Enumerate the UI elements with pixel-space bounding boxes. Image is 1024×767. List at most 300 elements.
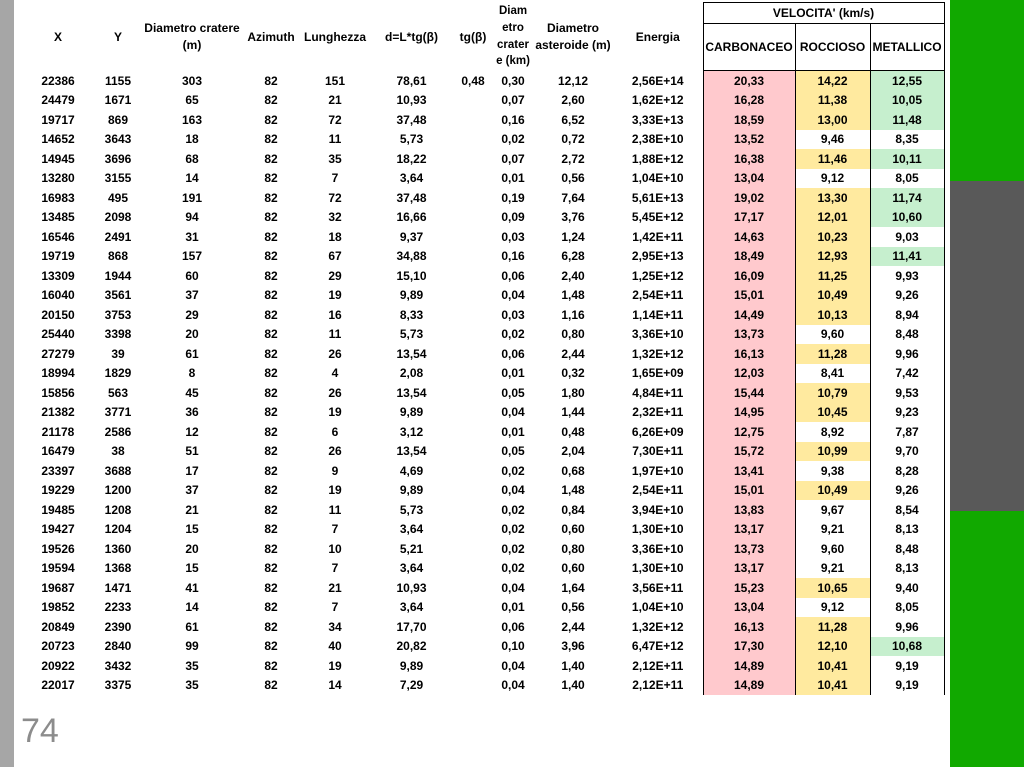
cell-roccioso: 12,01 [795, 208, 870, 228]
cell-carbonaceo: 18,59 [703, 110, 795, 130]
table-row [22, 325, 944, 345]
cell-diametro-asteroide: 1,16 [561, 307, 585, 322]
cell-carbonaceo: 13,73 [703, 325, 795, 345]
cell-d: 8,33 [399, 307, 424, 322]
cell-carbonaceo: 12,03 [703, 364, 795, 384]
cell-carbonaceo: 16,13 [703, 344, 795, 364]
cell-lunghezza: 67 [328, 249, 342, 264]
cell-metallico: 11,74 [870, 188, 944, 208]
cell-x: 16983 [41, 190, 75, 205]
table-row [22, 91, 944, 111]
cell-lunghezza: 21 [328, 580, 342, 595]
cell-y: 3375 [104, 678, 132, 693]
cell-y: 2233 [104, 600, 132, 615]
cell-diametro-cratere: 36 [185, 405, 199, 420]
cell-d: 17,70 [396, 619, 427, 634]
cell-metallico: 10,60 [870, 208, 944, 228]
cell-carbonaceo: 13,04 [703, 598, 795, 618]
cell-roccioso: 9,12 [795, 598, 870, 618]
cell-y: 1471 [104, 580, 132, 595]
crater-data-table [22, 2, 945, 695]
cell-diametro-asteroide: 2,04 [561, 444, 585, 459]
cell-azimuth: 82 [264, 73, 278, 88]
cell-d: 78,61 [396, 73, 427, 88]
cell-metallico: 7,87 [870, 422, 944, 442]
cell-lunghezza: 11 [328, 502, 342, 517]
cell-lunghezza: 18 [328, 229, 342, 244]
cell-diametro-cratere: 65 [185, 93, 199, 108]
cell-carbonaceo: 13,52 [703, 130, 795, 150]
cell-tg-beta [453, 305, 493, 325]
cell-x: 19526 [41, 541, 75, 556]
cell-energia: 2,56E+14 [631, 73, 684, 88]
cell-d: 7,29 [399, 678, 424, 693]
cell-azimuth: 82 [264, 288, 278, 303]
cell-azimuth: 82 [264, 327, 278, 342]
cell-metallico: 9,19 [870, 656, 944, 676]
cell-y: 3398 [104, 327, 132, 342]
cell-energia: 6,26E+09 [631, 424, 684, 439]
cell-lunghezza: 7 [331, 600, 339, 615]
cell-x: 23397 [41, 463, 75, 478]
cell-azimuth: 82 [264, 210, 278, 225]
cell-diametro-cratere: 14 [185, 171, 199, 186]
cell-energia: 3,94E+10 [631, 502, 684, 517]
cell-azimuth: 82 [264, 522, 278, 537]
cell-diam-crater-km: 0,02 [501, 502, 525, 517]
cell-metallico: 9,40 [870, 578, 944, 598]
cell-roccioso: 11,46 [795, 149, 870, 169]
cell-tg-beta [453, 442, 493, 462]
header-roccioso: ROCCIOSO [795, 24, 870, 71]
cell-energia: 1,62E+12 [631, 93, 684, 108]
cell-metallico: 9,03 [870, 227, 944, 247]
cell-diametro-asteroide: 0,56 [561, 600, 585, 615]
cell-metallico: 8,48 [870, 325, 944, 345]
cell-azimuth: 82 [264, 463, 278, 478]
table-body [22, 71, 944, 696]
cell-tg-beta [453, 130, 493, 150]
cell-carbonaceo: 16,28 [703, 91, 795, 111]
cell-d: 3,64 [399, 522, 424, 537]
table-row [22, 617, 944, 637]
cell-tg-beta [453, 169, 493, 189]
cell-diam-crater-km: 0,02 [501, 561, 525, 576]
cell-x: 14945 [41, 151, 75, 166]
cell-energia: 2,95E+13 [631, 249, 684, 264]
cell-diametro-cratere: 61 [185, 346, 199, 361]
cell-energia: 2,12E+11 [632, 678, 684, 693]
cell-roccioso: 14,22 [795, 71, 870, 91]
cell-x: 16040 [41, 288, 75, 303]
cell-roccioso: 9,60 [795, 539, 870, 559]
cell-carbonaceo: 20,33 [703, 71, 795, 91]
cell-diametro-cratere: 8 [188, 366, 196, 381]
cell-lunghezza: 11 [328, 132, 342, 147]
cell-x: 20150 [41, 307, 75, 322]
cell-tg-beta [453, 266, 493, 286]
cell-diametro-asteroide: 0,68 [561, 463, 585, 478]
cell-x: 19229 [41, 483, 75, 498]
cell-diametro-cratere: 18 [185, 132, 199, 147]
cell-azimuth: 82 [264, 268, 278, 283]
cell-metallico: 8,05 [870, 169, 944, 189]
cell-lunghezza: 26 [328, 444, 342, 459]
cell-diametro-cratere: 60 [185, 268, 199, 283]
cell-metallico: 8,13 [870, 559, 944, 579]
cell-energia: 3,33E+13 [631, 112, 684, 127]
cell-d: 13,54 [396, 346, 427, 361]
cell-azimuth: 82 [264, 619, 278, 634]
cell-diametro-asteroide: 1,44 [561, 405, 585, 420]
cell-d: 9,89 [399, 483, 424, 498]
cell-diam-crater-km: 0,02 [501, 522, 525, 537]
cell-y: 38 [111, 444, 125, 459]
cell-diam-crater-km: 0,06 [501, 346, 525, 361]
cell-y: 1368 [104, 561, 132, 576]
cell-tg-beta [453, 286, 493, 306]
cell-energia: 1,65E+09 [631, 366, 684, 381]
cell-diam-crater-km: 0,02 [501, 132, 525, 147]
cell-diametro-asteroide: 3,96 [561, 639, 585, 654]
cell-energia: 3,56E+11 [632, 580, 684, 595]
cell-diametro-cratere: 17 [185, 463, 199, 478]
cell-azimuth: 82 [264, 405, 278, 420]
cell-roccioso: 10,13 [795, 305, 870, 325]
cell-carbonaceo: 14,63 [703, 227, 795, 247]
cell-diametro-cratere: 21 [185, 502, 199, 517]
cell-diametro-cratere: 37 [185, 288, 199, 303]
cell-diam-crater-km: 0,02 [501, 327, 525, 342]
cell-diametro-asteroide: 0,60 [561, 522, 585, 537]
table-row [22, 442, 944, 462]
cell-azimuth: 82 [264, 541, 278, 556]
cell-metallico: 9,23 [870, 403, 944, 423]
table-row [22, 149, 944, 169]
table-row [22, 383, 944, 403]
table-row [22, 539, 944, 559]
cell-y: 1944 [104, 268, 132, 283]
cell-carbonaceo: 13,73 [703, 539, 795, 559]
cell-metallico: 9,70 [870, 442, 944, 462]
cell-diam-crater-km: 0,19 [501, 190, 525, 205]
header-y: Y [113, 29, 122, 44]
cell-diam-crater-km: 0,01 [501, 171, 525, 186]
cell-energia: 1,88E+12 [631, 151, 684, 166]
table-row [22, 169, 944, 189]
cell-x: 15856 [41, 385, 75, 400]
cell-y: 563 [107, 385, 129, 400]
cell-y: 3643 [104, 132, 132, 147]
table-row [22, 71, 944, 91]
cell-x: 20922 [41, 658, 75, 673]
cell-energia: 2,54E+11 [632, 483, 684, 498]
cell-y: 3155 [104, 171, 132, 186]
cell-diametro-cratere: 31 [185, 229, 199, 244]
cell-tg-beta [453, 383, 493, 403]
cell-roccioso: 10,99 [795, 442, 870, 462]
cell-metallico: 9,26 [870, 481, 944, 501]
cell-tg-beta [453, 227, 493, 247]
cell-tg-beta [453, 364, 493, 384]
cell-x: 19852 [41, 600, 75, 615]
cell-energia: 1,30E+10 [631, 522, 684, 537]
cell-energia: 1,42E+11 [632, 229, 684, 244]
header-lunghezza: Lunghezza [304, 29, 366, 44]
cell-diam-crater-km: 0,04 [501, 580, 525, 595]
cell-carbonaceo: 16,09 [703, 266, 795, 286]
cell-metallico: 12,55 [870, 71, 944, 91]
cell-tg-beta [453, 578, 493, 598]
cell-diametro-cratere: 303 [181, 73, 203, 88]
cell-diametro-asteroide: 1,40 [561, 658, 585, 673]
cell-x: 19427 [41, 522, 75, 537]
cell-azimuth: 82 [264, 658, 278, 673]
cell-d: 34,88 [396, 249, 427, 264]
cell-azimuth: 82 [264, 444, 278, 459]
cell-diam-crater-km: 0,07 [501, 93, 525, 108]
table-row [22, 208, 944, 228]
cell-d: 3,64 [399, 600, 424, 615]
cell-roccioso: 10,41 [795, 656, 870, 676]
cell-y: 2491 [104, 229, 132, 244]
cell-y: 3688 [104, 463, 132, 478]
cell-carbonaceo: 14,49 [703, 305, 795, 325]
cell-metallico: 9,96 [870, 344, 944, 364]
cell-metallico: 10,05 [870, 91, 944, 111]
cell-tg-beta [453, 559, 493, 579]
cell-lunghezza: 7 [331, 561, 339, 576]
cell-tg-beta [453, 344, 493, 364]
cell-energia: 1,32E+12 [631, 346, 684, 361]
cell-lunghezza: 7 [331, 522, 339, 537]
cell-roccioso: 10,49 [795, 286, 870, 306]
cell-d: 5,21 [399, 541, 424, 556]
cell-diametro-cratere: 20 [185, 327, 199, 342]
cell-energia: 1,04E+10 [631, 600, 684, 615]
cell-diam-crater-km: 0,06 [501, 619, 525, 634]
cell-carbonaceo: 13,17 [703, 559, 795, 579]
cell-diametro-asteroide: 7,64 [561, 190, 585, 205]
cell-diam-crater-km: 0,03 [501, 307, 525, 322]
cell-d: 5,73 [399, 502, 424, 517]
cell-energia: 7,30E+11 [632, 444, 684, 459]
cell-d: 9,89 [399, 405, 424, 420]
cell-d: 3,12 [399, 424, 424, 439]
cell-diam-crater-km: 0,05 [501, 385, 525, 400]
cell-azimuth: 82 [264, 385, 278, 400]
cell-x: 21382 [41, 405, 75, 420]
cell-azimuth: 82 [264, 171, 278, 186]
cell-y: 869 [107, 112, 129, 127]
cell-roccioso: 11,28 [795, 344, 870, 364]
table-row [22, 656, 944, 676]
cell-roccioso: 11,38 [795, 91, 870, 111]
cell-d: 5,73 [399, 132, 424, 147]
cell-lunghezza: 19 [328, 483, 342, 498]
table-row [22, 266, 944, 286]
cell-lunghezza: 19 [328, 658, 342, 673]
cell-d: 18,22 [396, 151, 427, 166]
cell-diam-crater-km: 0,05 [501, 444, 525, 459]
cell-roccioso: 10,79 [795, 383, 870, 403]
cell-diametro-cratere: 99 [185, 639, 199, 654]
table-row [22, 364, 944, 384]
table-row [22, 130, 944, 150]
cell-roccioso: 11,25 [795, 266, 870, 286]
cell-lunghezza: 26 [328, 346, 342, 361]
cell-x: 19485 [41, 502, 75, 517]
cell-tg-beta [453, 149, 493, 169]
right-decorative-bar-bottom [950, 511, 1024, 767]
cell-diametro-asteroide: 2,40 [561, 268, 585, 283]
cell-diametro-cratere: 15 [185, 522, 199, 537]
cell-diam-crater-km: 0,01 [501, 600, 525, 615]
cell-diametro-asteroide: 0,48 [561, 424, 585, 439]
header-d-formula: d=L*tg(β) [385, 29, 438, 44]
cell-diam-crater-km: 0,16 [501, 249, 525, 264]
cell-x: 20723 [41, 639, 75, 654]
cell-energia: 5,45E+12 [631, 210, 684, 225]
header-metallico: METALLICO [870, 24, 944, 71]
cell-azimuth: 82 [264, 132, 278, 147]
cell-x: 20849 [41, 619, 75, 634]
cell-metallico: 8,13 [870, 520, 944, 540]
cell-roccioso: 9,46 [795, 130, 870, 150]
cell-diam-crater-km: 0,09 [501, 210, 525, 225]
cell-d: 37,48 [396, 112, 427, 127]
cell-diam-crater-km: 0,04 [501, 678, 525, 693]
cell-diam-crater-km: 0,30 [501, 73, 525, 88]
cell-d: 3,64 [399, 561, 424, 576]
cell-y: 1200 [104, 483, 132, 498]
cell-d: 37,48 [396, 190, 427, 205]
cell-diametro-cratere: 29 [185, 307, 199, 322]
cell-diametro-asteroide: 2,44 [561, 619, 585, 634]
cell-roccioso: 9,21 [795, 559, 870, 579]
cell-metallico: 11,41 [870, 247, 944, 267]
cell-roccioso: 8,92 [795, 422, 870, 442]
cell-diametro-cratere: 157 [181, 249, 203, 264]
cell-diametro-cratere: 51 [185, 444, 199, 459]
cell-roccioso: 8,41 [795, 364, 870, 384]
table-row [22, 578, 944, 598]
cell-roccioso: 13,00 [795, 110, 870, 130]
cell-tg-beta [453, 481, 493, 501]
cell-azimuth: 82 [264, 346, 278, 361]
cell-diam-crater-km: 0,07 [501, 151, 525, 166]
crater-data-table-wrapper [22, 2, 944, 695]
cell-diametro-asteroide: 6,52 [561, 112, 585, 127]
cell-metallico: 8,35 [870, 130, 944, 150]
header-carbonaceo: CARBONACEO [703, 24, 795, 71]
cell-lunghezza: 9 [331, 463, 339, 478]
cell-diametro-asteroide: 0,60 [561, 561, 585, 576]
cell-roccioso: 9,67 [795, 500, 870, 520]
cell-diametro-cratere: 94 [185, 210, 199, 225]
cell-azimuth: 82 [264, 678, 278, 693]
cell-carbonaceo: 19,02 [703, 188, 795, 208]
cell-diametro-asteroide: 1,64 [561, 580, 585, 595]
cell-x: 13280 [41, 171, 75, 186]
cell-carbonaceo: 18,49 [703, 247, 795, 267]
table-row [22, 344, 944, 364]
cell-energia: 1,04E+10 [631, 171, 684, 186]
cell-metallico: 9,93 [870, 266, 944, 286]
cell-diametro-cratere: 45 [185, 385, 199, 400]
cell-tg-beta [453, 539, 493, 559]
cell-azimuth: 82 [264, 307, 278, 322]
cell-diametro-cratere: 15 [185, 561, 199, 576]
cell-diametro-asteroide: 0,56 [561, 171, 585, 186]
cell-energia: 1,30E+10 [631, 561, 684, 576]
table-row [22, 403, 944, 423]
cell-tg-beta [453, 110, 493, 130]
cell-y: 1829 [104, 366, 132, 381]
cell-azimuth: 82 [264, 151, 278, 166]
cell-diametro-cratere: 35 [185, 658, 199, 673]
table-row [22, 188, 944, 208]
cell-y: 3753 [104, 307, 132, 322]
cell-carbonaceo: 15,01 [703, 286, 795, 306]
cell-metallico: 10,11 [870, 149, 944, 169]
cell-roccioso: 10,23 [795, 227, 870, 247]
header-tg-beta: tg(β) [459, 29, 487, 44]
cell-energia: 5,61E+13 [631, 190, 684, 205]
cell-diametro-cratere: 41 [185, 580, 199, 595]
cell-d: 10,93 [396, 93, 427, 108]
header-energia: Energia [635, 29, 680, 44]
cell-x: 22386 [41, 73, 75, 88]
cell-roccioso: 10,41 [795, 676, 870, 696]
cell-x: 19594 [41, 561, 75, 576]
cell-azimuth: 82 [264, 424, 278, 439]
cell-carbonaceo: 16,38 [703, 149, 795, 169]
right-decorative-bar-middle [950, 181, 1024, 511]
cell-diametro-cratere: 35 [185, 678, 199, 693]
cell-metallico: 8,05 [870, 598, 944, 618]
cell-roccioso: 9,38 [795, 461, 870, 481]
cell-y: 2586 [104, 424, 132, 439]
cell-tg-beta [453, 403, 493, 423]
cell-azimuth: 82 [264, 639, 278, 654]
cell-carbonaceo: 16,13 [703, 617, 795, 637]
cell-metallico: 11,48 [870, 110, 944, 130]
cell-y: 2390 [104, 619, 132, 634]
cell-roccioso: 10,49 [795, 481, 870, 501]
cell-x: 14652 [41, 132, 75, 147]
cell-roccioso: 10,65 [795, 578, 870, 598]
cell-lunghezza: 72 [328, 112, 342, 127]
cell-diametro-asteroide: 1,40 [561, 678, 585, 693]
cell-carbonaceo: 15,01 [703, 481, 795, 501]
cell-energia: 1,14E+11 [632, 307, 684, 322]
cell-energia: 3,36E+10 [631, 327, 684, 342]
cell-azimuth: 82 [264, 580, 278, 595]
cell-energia: 4,84E+11 [632, 385, 684, 400]
cell-tg-beta [453, 676, 493, 696]
cell-diametro-cratere: 191 [181, 190, 203, 205]
cell-lunghezza: 151 [324, 73, 346, 88]
cell-d: 9,37 [399, 229, 424, 244]
cell-x: 18994 [41, 366, 75, 381]
cell-diametro-asteroide: 0,72 [561, 132, 585, 147]
cell-tg-beta [453, 422, 493, 442]
cell-diametro-cratere: 37 [185, 483, 199, 498]
cell-x: 13309 [41, 268, 75, 283]
cell-lunghezza: 4 [331, 366, 339, 381]
cell-lunghezza: 11 [328, 327, 342, 342]
